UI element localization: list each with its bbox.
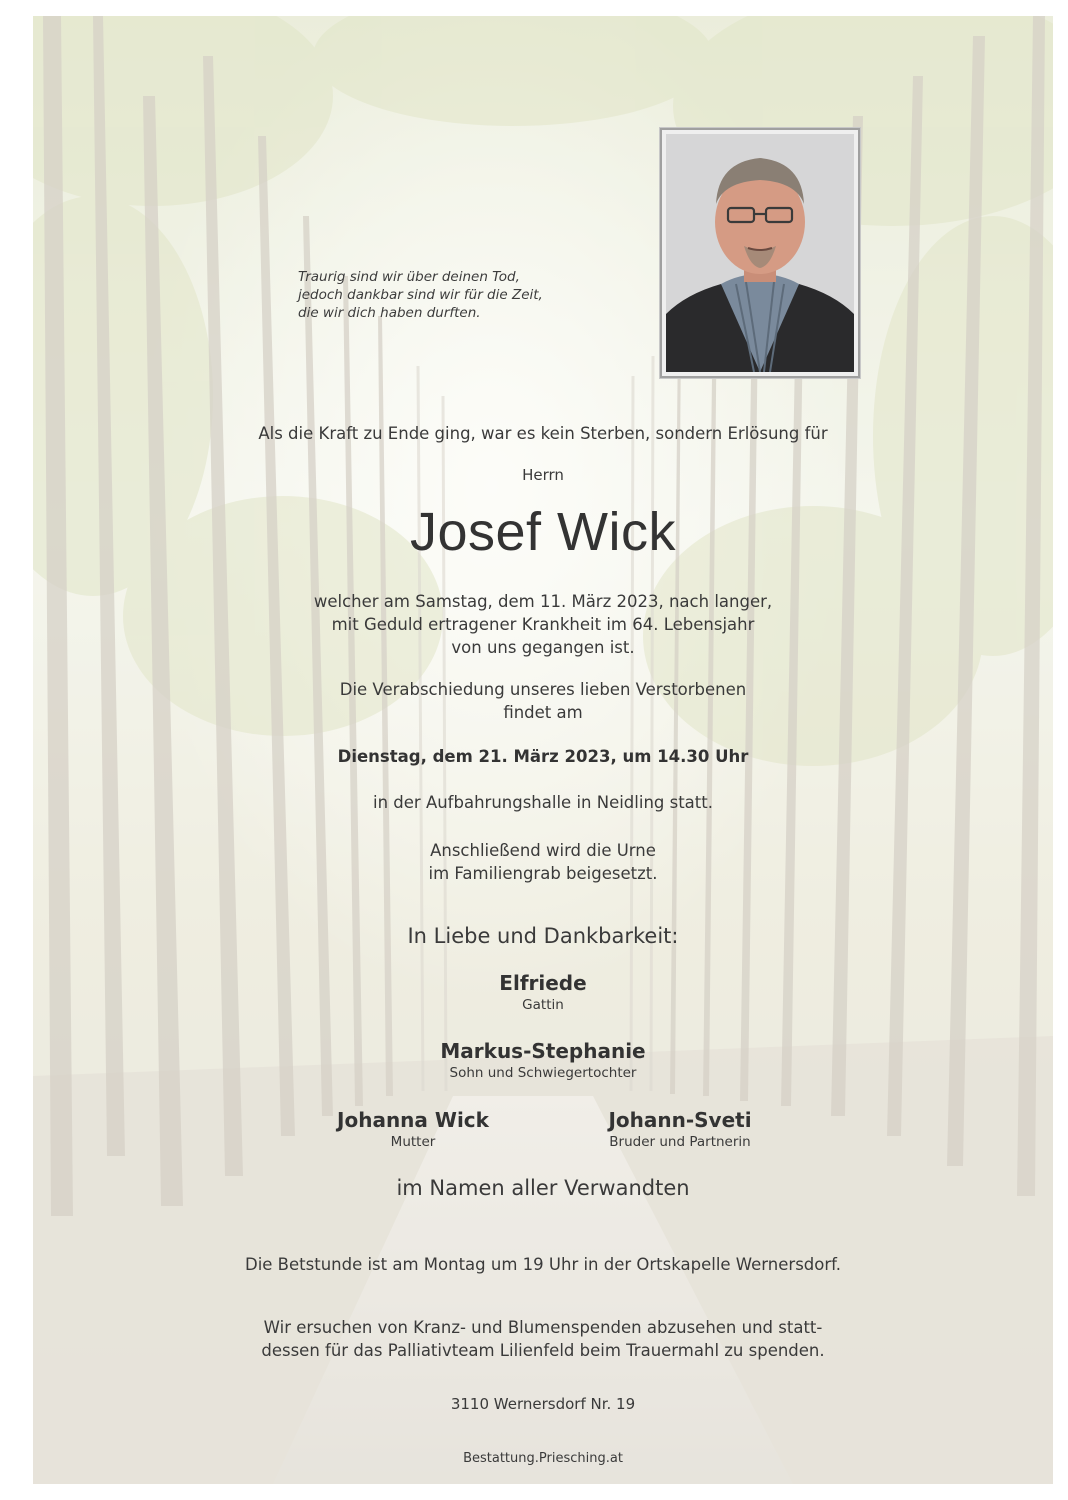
mourner-name: Markus-Stephanie xyxy=(440,1039,646,1063)
quote-line: Traurig sind wir über deinen Tod, xyxy=(298,269,520,285)
portrait-photo xyxy=(660,128,860,378)
farewell-notice xyxy=(33,678,1053,724)
mourner-relation: Mutter xyxy=(390,1134,436,1150)
death-notice-line: welcher am Samstag, dem 11. März 2023, nach langer, xyxy=(313,592,773,611)
donation-line: Wir ersuchen von Kranz- und Blumenspenden abzusehen und statt- xyxy=(263,1318,823,1337)
farewell-line: findet am xyxy=(503,703,583,722)
salutation: Herrn xyxy=(522,466,564,484)
mourner-relation: Bruder und Partnerin xyxy=(609,1134,751,1150)
death-notice-line: mit Geduld ertragener Krankheit im 64. Lebensjahr xyxy=(331,615,755,634)
mourner-name: Johanna Wick xyxy=(337,1108,489,1132)
relatives-line: im Namen aller Verwandten xyxy=(396,1176,690,1200)
mourner xyxy=(33,1041,1053,1081)
family-address: 3110 Wernersdorf Nr. 19 xyxy=(450,1395,636,1413)
mourner-name: Johann-Sveti xyxy=(608,1108,752,1132)
mourner-relation: Sohn und Schwiegertochter xyxy=(449,1065,637,1081)
urn-line: Anschließend wird die Urne xyxy=(430,841,656,860)
mourners-heading: In Liebe und Dankbarkeit: xyxy=(407,924,679,948)
funeral-home-credit: Bestattung.Priesching.at xyxy=(463,1451,623,1466)
mourner-name: Elfriede xyxy=(499,971,587,995)
farewell-date: Dienstag, dem 21. März 2023, um 14.30 Uhr xyxy=(337,747,749,766)
prayer-hour-notice: Die Betstunde ist am Montag um 19 Uhr in der Ortskapelle Wernersdorf. xyxy=(245,1255,841,1274)
farewell-place: in der Aufbahrungshalle in Neidling statt. xyxy=(373,793,713,812)
deceased-name: Josef Wick xyxy=(409,502,677,562)
mourner xyxy=(560,1110,800,1150)
mourner xyxy=(33,973,1053,1013)
farewell-line: Die Verabschiedung unseres lieben Verstorbenen xyxy=(339,680,747,699)
opening-quote xyxy=(298,268,543,322)
death-notice-line: von uns gegangen ist. xyxy=(451,638,635,657)
quote-line: die wir dich haben durften. xyxy=(298,305,481,321)
mourner xyxy=(293,1110,533,1150)
donation-notice xyxy=(33,1316,1053,1362)
urn-notice xyxy=(33,839,1053,885)
death-notice xyxy=(33,590,1053,659)
mourner-relation: Gattin xyxy=(522,997,564,1013)
donation-line: dessen für das Palliativteam Lilienfeld beim Trauermahl zu spenden. xyxy=(261,1341,825,1360)
quote-line: jedoch dankbar sind wir für die Zeit, xyxy=(298,287,543,303)
intro-text: Als die Kraft zu Ende ging, war es kein Sterben, sondern Erlösung für xyxy=(258,424,828,443)
urn-line: im Familiengrab beigesetzt. xyxy=(428,864,658,883)
